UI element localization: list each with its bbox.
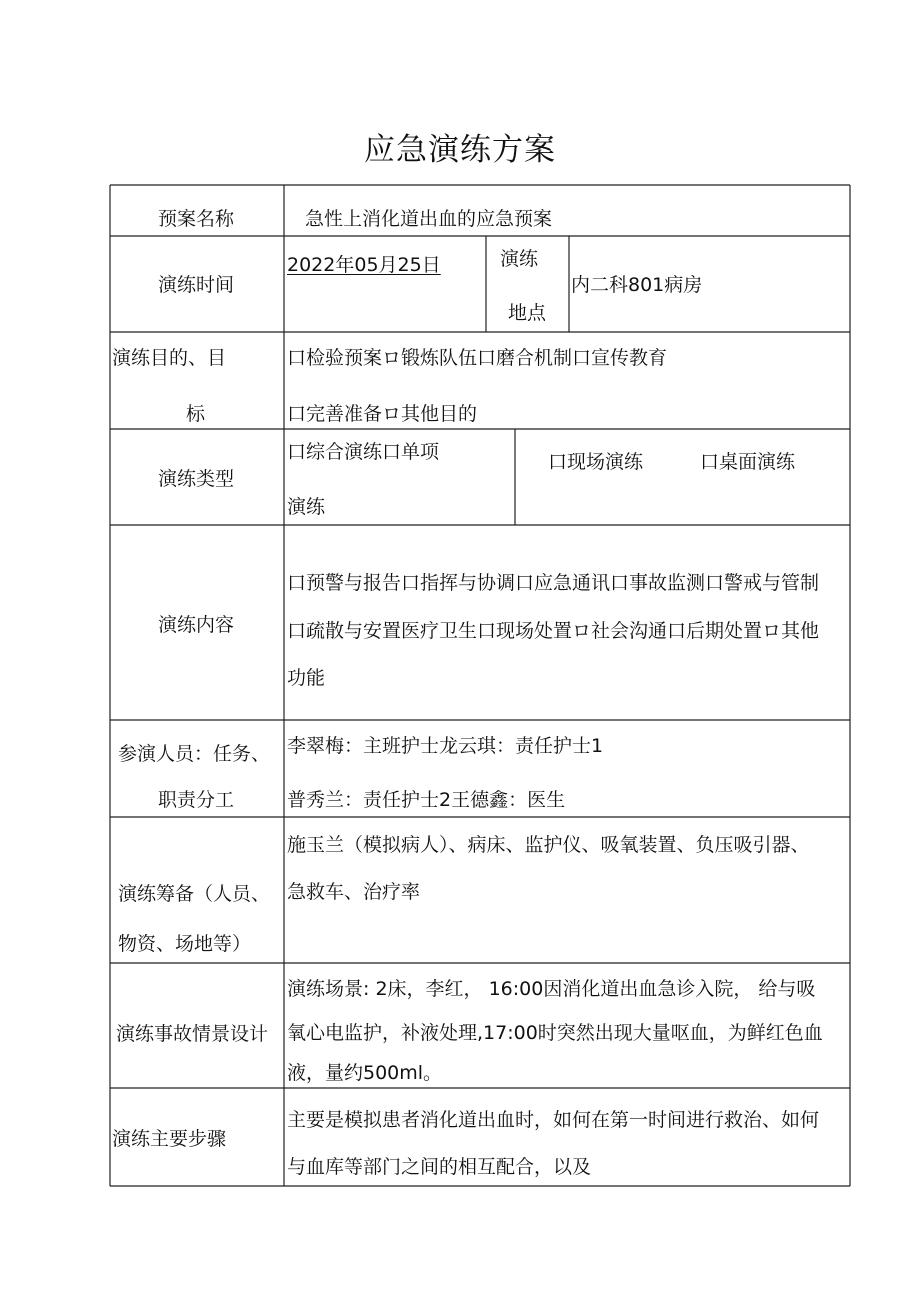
location-value: 内二科801病房 [571,274,703,296]
staff-line1: 李翠梅：主班护士龙云琪：责任护士1 [287,735,604,757]
scenario-label: 演练事故情景设计 [116,1023,269,1045]
prep-label-line2: 物资、场地等） [118,933,252,955]
prep-label-line1: 演练筹备（人员、 [118,883,271,905]
staff-line2: 普秀兰：责任护士2王德鑫：医生 [287,789,566,811]
goal-label-line2: 标 [186,403,206,425]
content-line1: 口预警与报告口指挥与协调口应急通讯口事故监测口警戒与管制 [287,572,820,594]
goal-options-line2: 口完善准备ロ其他目的 [287,403,478,425]
type-label: 演练类型 [157,468,234,490]
location-label-line1: 演练 [500,248,539,270]
staff-label-line1: 参演人员：任务、 [118,743,271,765]
type-option-combined: 口综合演练口单项 [287,441,440,463]
prep-line1: 施玉兰（模拟病人）、病床、监护仪、吸氧装置、负压吸引器、 [287,834,810,856]
steps-line2: 与血库等部门之间的相互配合，以及 [287,1156,592,1178]
plan-name-label: 预案名称 [157,208,234,230]
content-label: 演练内容 [157,614,234,636]
scenario-line1: 演练场景: 2床，李红， 16:00因消化道出血急诊入院， 给与吸 [287,978,816,1000]
steps-line1: 主要是模拟患者消化道出血时，如何在第一时间进行救治、如何 [287,1109,820,1131]
content-line3: 功能 [287,667,326,689]
time-value: 2022年05月25日 [287,254,441,276]
type-option-field: 口现场演练 [548,451,644,473]
type-option-tabletop: 口桌面演练 [700,451,796,473]
goal-label-line1: 演练目的、目 [112,347,227,369]
scenario-line3: 液，量约500ml。 [287,1062,443,1084]
staff-label-line2: 职责分工 [157,789,234,811]
content-line2: 口疏散与安置医疗卫生口现场处置ロ社会沟通口后期处置ロ其他 [287,620,820,642]
steps-label: 演练主要步骤 [112,1128,227,1150]
goal-options-line1: 口检验预案ロ锻炼队伍口磨合机制口宣传教育 [287,347,668,369]
plan-name-value: 急性上消化道出血的应急预案 [305,208,553,230]
time-label: 演练时间 [157,274,234,296]
scenario-line2: 氧心电监护，补液处理,17:00时突然出现大量呕血，为鲜红色血 [287,1022,823,1044]
location-label-line2: 地点 [508,302,547,324]
page-title: 应急演练方案 [364,132,556,168]
type-option-combined-cont: 演练 [287,496,326,518]
prep-line2: 急救车、治疗率 [287,881,421,903]
